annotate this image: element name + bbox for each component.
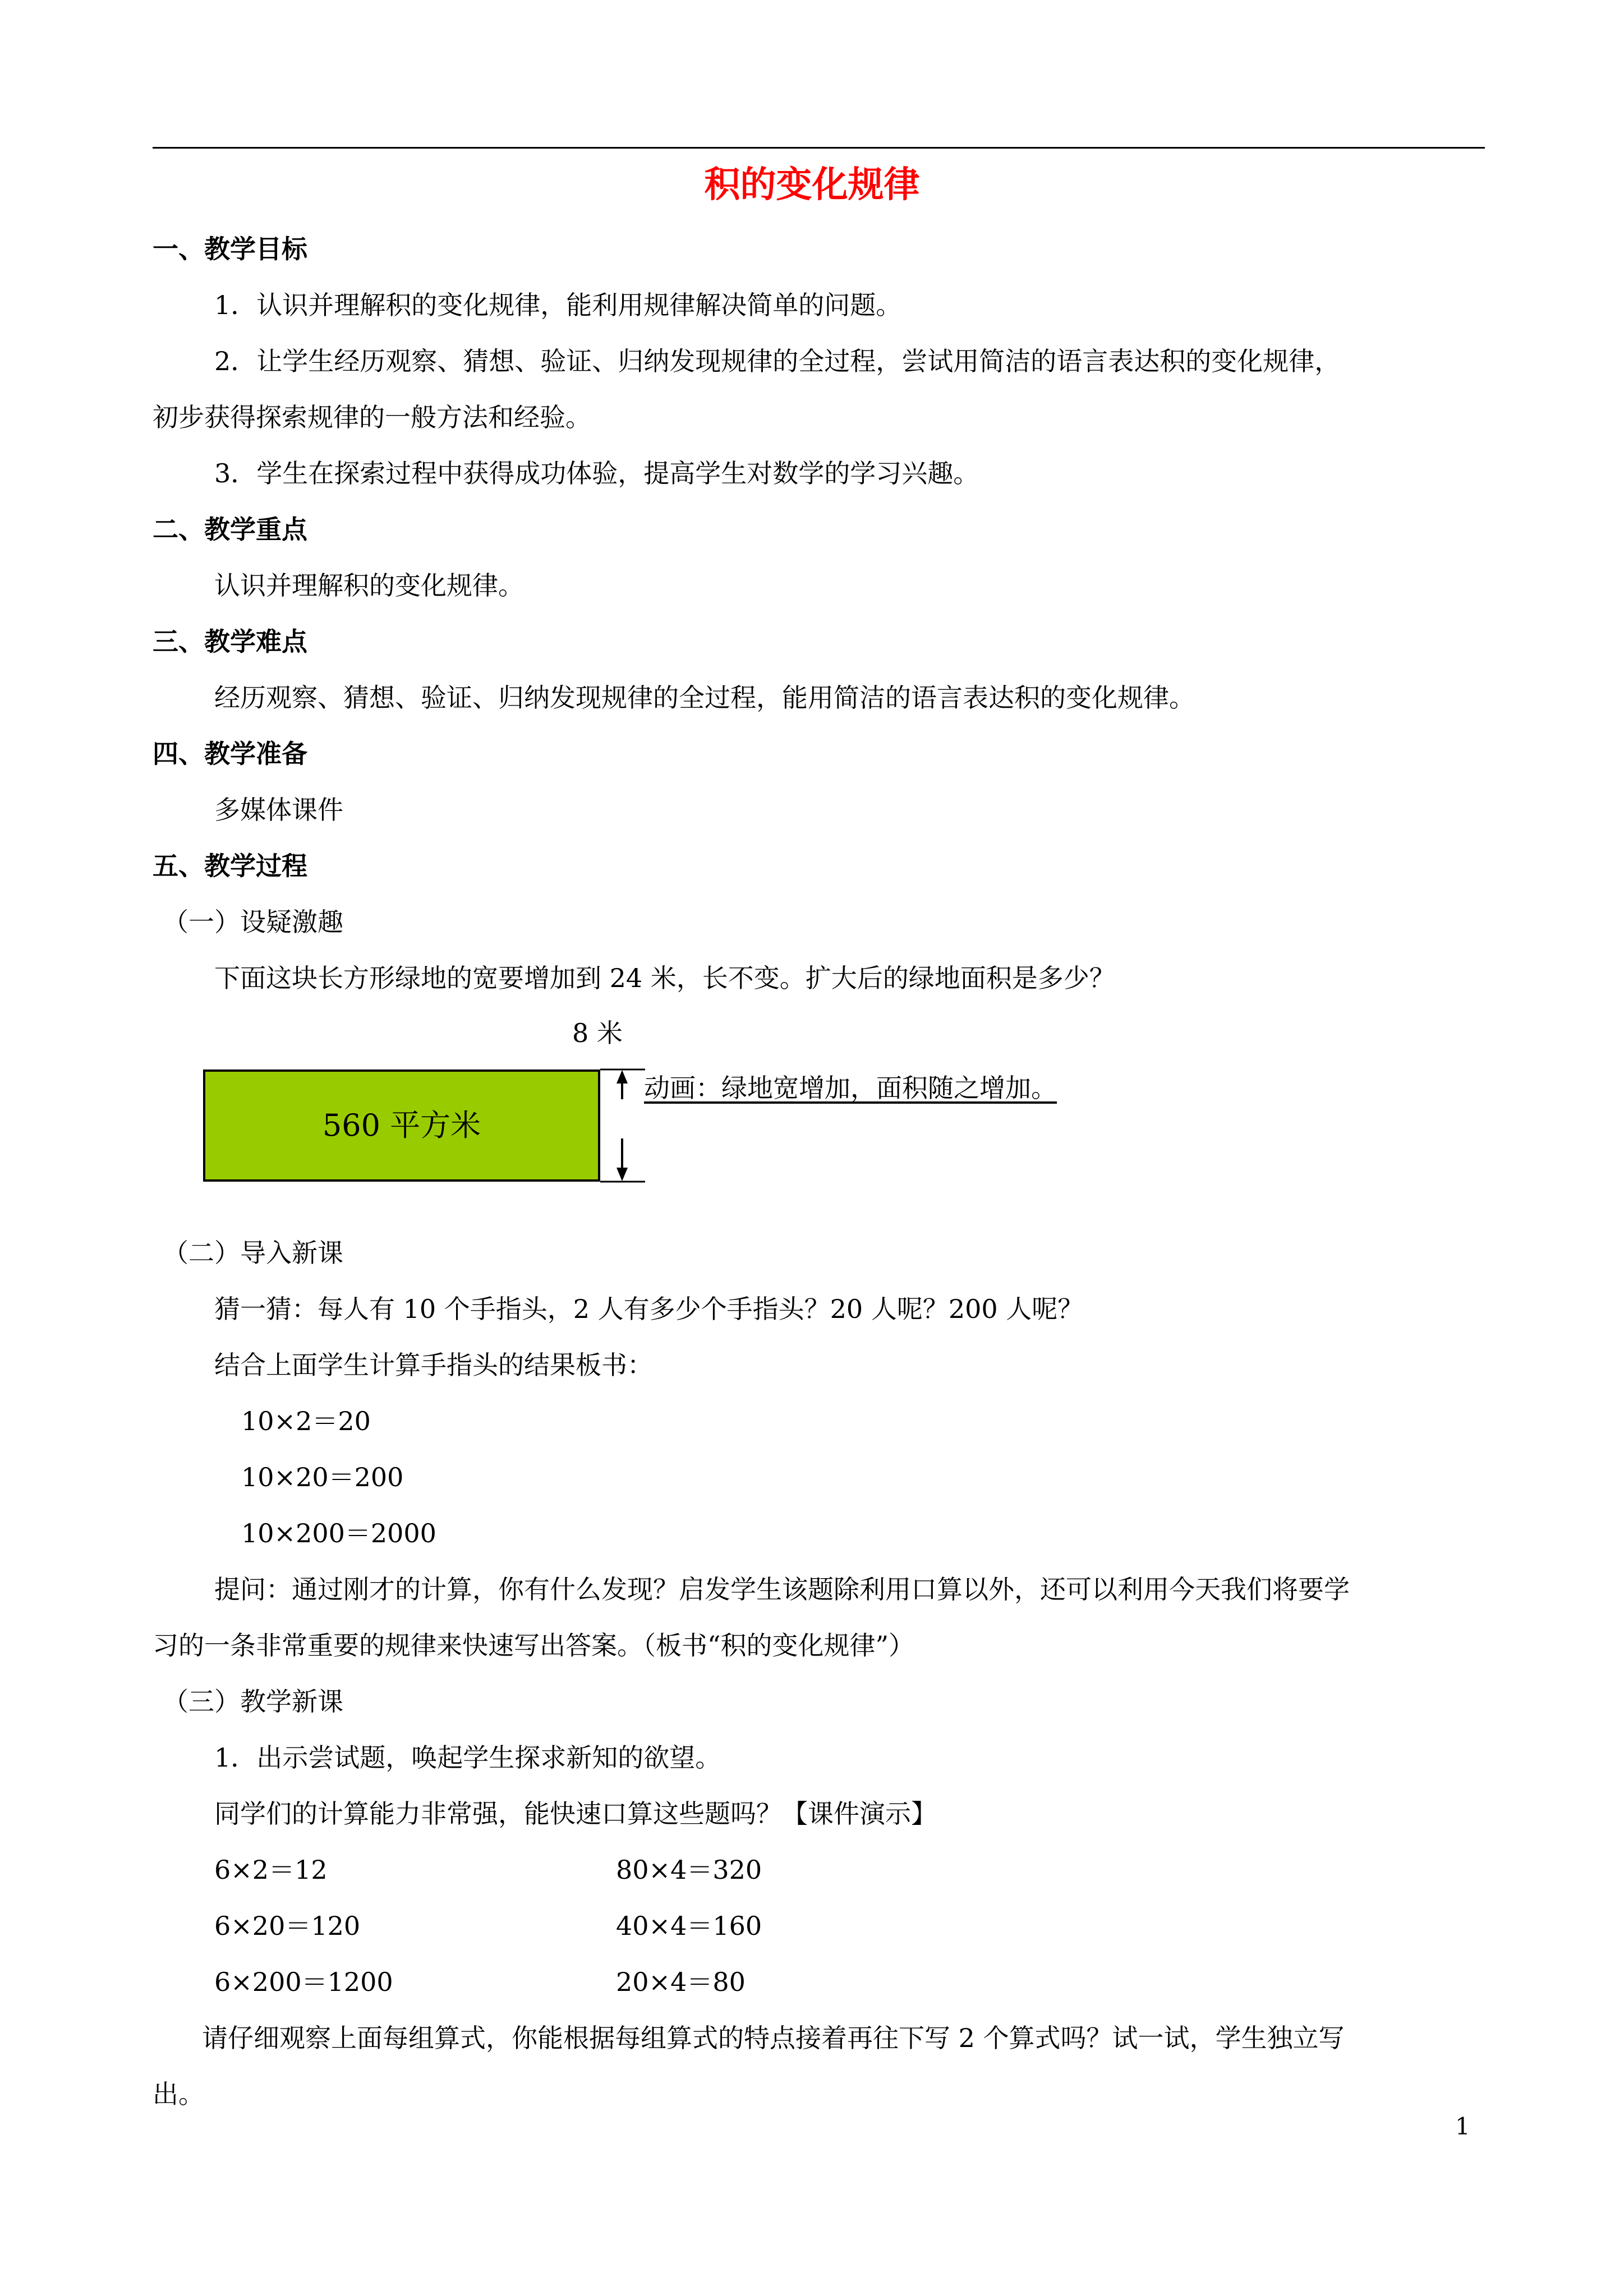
key-points-text: 认识并理解积的变化规律。 — [214, 570, 524, 601]
page-title: 积的变化规律 — [704, 164, 920, 206]
closing-line-1: 请仔细观察上面每组算式，你能根据每组算式的特点接着再往下写 2 个算式吗？试一试，学生独立写 — [202, 2023, 1345, 2053]
equation: 10×200＝2000 — [241, 1518, 436, 1548]
objective-item-3: 3．学生在探索过程中获得成功体验，提高学生对数学的学习兴趣。 — [214, 458, 979, 488]
prompt-text: 同学们的计算能力非常强，能快速口算这些题吗？【课件演示】 — [214, 1799, 937, 1829]
objective-item-2-continued: 初步获得探索规律的一般方法和经验。 — [153, 402, 591, 432]
objective-item-1: 1．认识并理解积的变化规律，能利用规律解决简单的问题。 — [214, 290, 902, 320]
section-heading-objectives: 一、教学目标 — [153, 234, 307, 264]
equation: 10×20＝200 — [241, 1462, 404, 1492]
left-equation: 6×200＝1200 — [214, 1967, 393, 1997]
section-heading-preparation: 四、教学准备 — [153, 739, 307, 769]
subsection-heading-part3: （三）教学新课 — [163, 1686, 343, 1717]
board-intro: 结合上面学生计算手指头的结果板书： — [214, 1350, 653, 1380]
subsection-heading-part2: （二）导入新课 — [163, 1238, 343, 1268]
green-area-rectangle — [203, 1069, 600, 1182]
right-equation: 80×4＝320 — [616, 1855, 762, 1885]
area-label: 560 平方米 — [322, 1108, 481, 1143]
objective-item-2: 2．让学生经历观察、猜想、验证、归纳发现规律的全过程，尝试用简洁的语言表达积的变化规律， — [214, 346, 1341, 376]
difficulties-text: 经历观察、猜想、验证、归纳发现规律的全过程，能用简洁的语言表达积的变化规律。 — [214, 683, 1195, 713]
header-rule — [153, 147, 1485, 149]
subsection-heading-part1: （一）设疑激趣 — [163, 907, 343, 937]
section-heading-key-points: 二、教学重点 — [153, 514, 307, 545]
width-label: 8 米 — [572, 1018, 623, 1048]
animation-note: 动画：绿地宽增加，面积随之增加。 — [644, 1073, 1057, 1103]
left-equation: 6×20＝120 — [214, 1911, 361, 1941]
equation: 10×2＝20 — [241, 1406, 371, 1436]
page-number: 1 — [1455, 2113, 1470, 2140]
right-equation: 40×4＝160 — [616, 1911, 762, 1941]
part1-question: 下面这块长方形绿地的宽要增加到 24 米，长不变。扩大后的绿地面积是多少？ — [214, 963, 1115, 993]
step1-text: 1．出示尝试题，唤起学生探求新知的欲望。 — [214, 1742, 721, 1773]
section-heading-process: 五、教学过程 — [153, 851, 307, 881]
guess-text: 猜一猜：每人有 10 个手指头，2 人有多少个手指头？20 人呢？200 人呢？ — [214, 1294, 1084, 1324]
right-equation: 20×4＝80 — [616, 1967, 746, 1997]
question-line-2: 习的一条非常重要的规律来快速写出答案。（板书“积的变化规律”） — [153, 1630, 915, 1661]
closing-line-2: 出。 — [153, 2079, 204, 2109]
question-line-1: 提问：通过刚才的计算，你有什么发现？启发学生该题除利用口算以外，还可以利用今天我们将要学 — [214, 1574, 1350, 1605]
left-equation: 6×2＝12 — [214, 1855, 328, 1885]
preparation-text: 多媒体课件 — [214, 795, 343, 825]
section-heading-difficulties: 三、教学难点 — [153, 626, 307, 657]
